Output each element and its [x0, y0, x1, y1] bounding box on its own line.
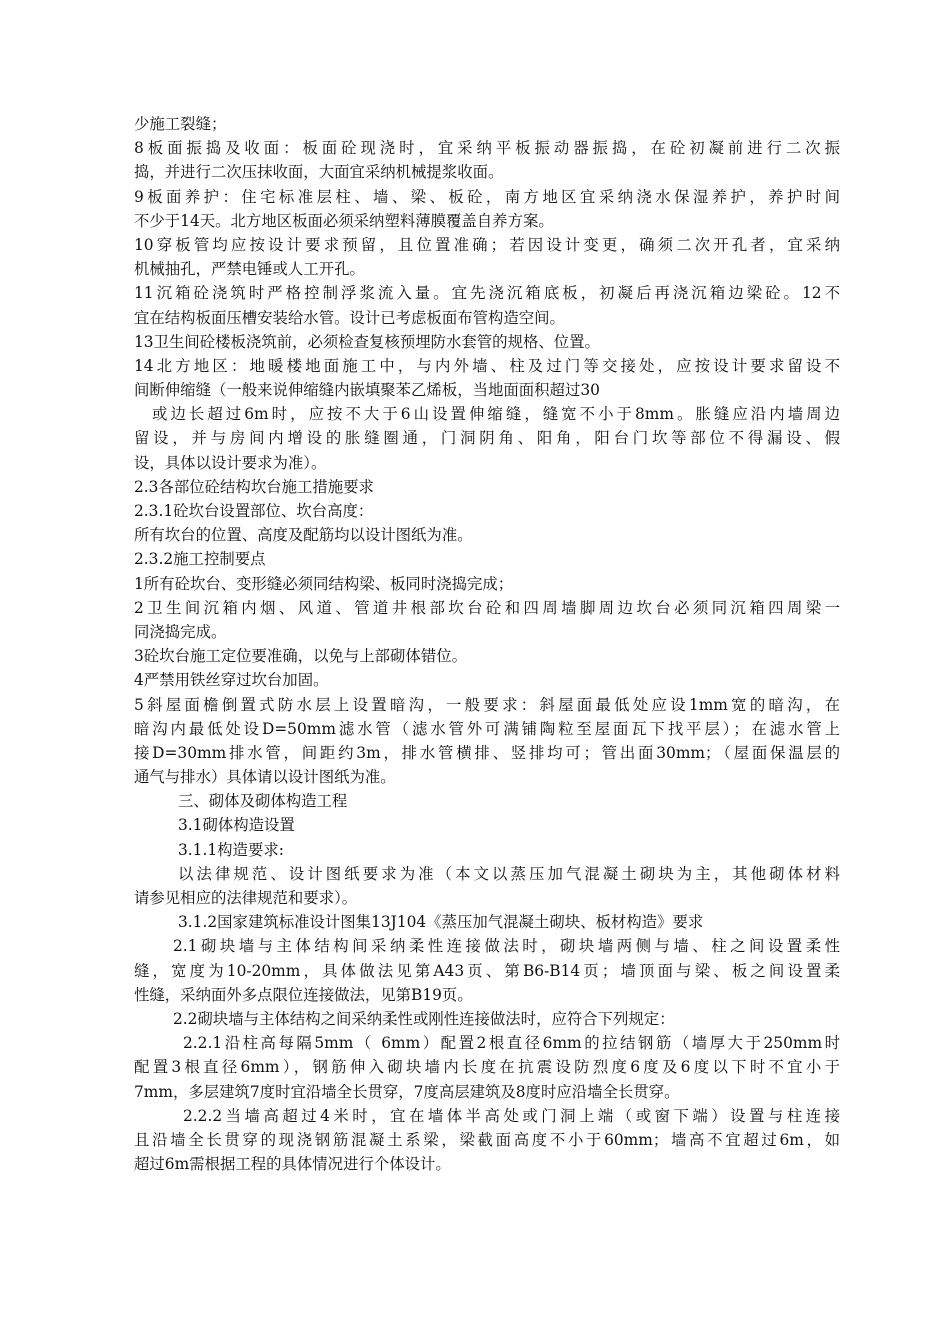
text-line: 8板面振捣及收面：板面砼现浇时，宜采纳平板振动器振捣，在砼初凝前进行二次振: [134, 139, 840, 158]
text-line: 2卫生间沉箱内烟、风道、管道井根部坎台砼和四周墙脚周边坎台必须同沉箱四周梁一: [134, 598, 840, 617]
chapter-heading: 三、砌体及砌体构造工程: [178, 792, 348, 811]
text-line: 7mm，多层建筑7度时宜沿墙全长贯穿，7度高层建筑及8度时应沿墙全长贯穿。: [134, 1082, 680, 1101]
text-line: 同浇捣完成。: [134, 622, 227, 641]
subsection-heading: 2.3.2施工控制要点: [134, 550, 266, 569]
text-line: 10穿板管均应按设计要求预留，且位置准确；若因设计变更，确须二次开孔者，宜采纳: [134, 235, 840, 254]
text-line: 留设，并与房间内增设的胀缝圈通，门洞阴角、阳角，阳台门坎等部位不得漏设、假: [134, 429, 840, 448]
text-line: 以法律规范、设计图纸要求为准（本文以蒸压加气混凝土砌块为主，其他砌体材料: [178, 864, 840, 883]
text-line: 或边长超过6m时，应按不大于6山设置伸缩缝，缝宽不小于8mm。胀缝应沿内墙周边: [152, 405, 840, 424]
text-line: 2.2.2当墙高超过4米时，宜在墙体半高处或门洞上端（或窗下端）设置与柱连接: [183, 1106, 840, 1125]
text-line: 间断伸缩缝（一般来说伸缩缝内嵌填聚苯乙烯板，当地面面积超过30: [134, 381, 600, 400]
text-line: 通气与排水）具体请以设计图纸为准。: [134, 768, 396, 787]
text-line: 暗沟内最低处设D=50mm滤水管（滤水管外可满铺陶粒至屋面瓦下找平层）；在滤水管上: [134, 719, 840, 738]
text-line: 1所有砼坎台、变形缝必须同结构梁、板同时浇捣完成；: [134, 574, 514, 593]
text-line: 3砼坎台施工定位要准确，以免与上部砌体错位。: [134, 647, 467, 666]
text-line: 14北方地区：地暖楼地面施工中，与内外墙、柱及过门等交接处，应按设计要求留设不: [134, 356, 840, 375]
text-line: 且沿墙全长贯穿的现浇钢筋混凝土系梁，梁截面高度不小于60mm；墙高不宜超过6m，如: [134, 1130, 840, 1149]
text-line: 2.2.1沿柱高每隔5mm（ 6mm）配置2根直径6mm的拉结钢筋（墙厚大于250mm时: [183, 1034, 840, 1053]
text-line: 捣，并进行二次压抹收面，大面宜采纳机械提浆收面。: [134, 163, 504, 182]
text-line: 4严禁用铁丝穿过坎台加固。: [134, 671, 329, 690]
text-line: 不少于14天。北方地区板面必须采纳塑料薄膜覆盖自养方案。: [134, 211, 554, 230]
text-line: 2.2砌块墙与主体结构之间采纳柔性或刚性连接做法时，应符合下列规定：: [173, 1009, 675, 1028]
section-heading: 3.1砌体构造设置: [178, 816, 295, 835]
text-line: 5斜屋面檐倒置式防水层上设置暗沟，一般要求：斜屋面最低处应设1mm宽的暗沟，在: [134, 695, 840, 714]
text-line: 设，具体以设计要求为准）。: [134, 453, 327, 472]
text-line: 接D=30mm排水管，间距约3m，排水管横排、竖排均可；管出面30mm；（屋面保温层的: [134, 743, 840, 762]
text-line: 13卫生间砼楼板浇筑前，必须检查复核预埋防水套管的规格、位置。: [134, 332, 600, 351]
text-line: 所有坎台的位置、高度及配筋均以设计图纸为准。: [134, 526, 473, 545]
text-line: 9板面养护：住宅标准层柱、墙、梁、板砼，南方地区宜采纳浇水保湿养护，养护时间: [134, 187, 840, 206]
subsection-heading: 2.3.1砼坎台设置部位、坎台高度：: [134, 502, 374, 520]
text-line: 机械抽孔，严禁电锤或人工开孔。: [134, 260, 365, 279]
text-line: 缝，宽度为10-20mm，具体做法见第A43页、第B6-B14页；墙顶面与梁、板之间设置柔: [134, 961, 840, 980]
text-line: 少施工裂缝；: [134, 115, 227, 133]
text-line: 性缝，采纳面外多点限位连接做法，见第B19页。: [134, 985, 473, 1004]
text-line: 2.1砌块墙与主体结构间采纳柔性连接做法时，砌块墙两侧与墙、柱之间设置柔性: [173, 937, 840, 956]
section-heading: 2.3各部位砼结构坎台施工措施要求: [134, 477, 374, 496]
subsection-heading: 3.1.2国家建筑标准设计图集13J104《蒸压加气混凝土砌块、板材构造》要求: [178, 913, 704, 932]
text-line: 11沉箱砼浇筑时严格控制浮浆流入量。宜先浇沉箱底板，初凝后再浇沉箱边梁砼。12不: [134, 284, 840, 303]
text-line: 超过6m需根据工程的具体情况进行个体设计。: [134, 1155, 451, 1174]
subsection-heading: 3.1.1构造要求:: [178, 840, 284, 859]
document-page: [0, 112, 950, 1176]
text-line: 宜在结构板面压槽安装给水管。设计已考虑板面布管构造空间。: [134, 308, 565, 327]
text-line: 配置3根直径6mm），钢筋伸入砌块墙内长度在抗震设防烈度6度及6度以下时不宜小于: [134, 1058, 840, 1077]
text-line: 请参见相应的法律规范和要求）。: [134, 889, 358, 907]
